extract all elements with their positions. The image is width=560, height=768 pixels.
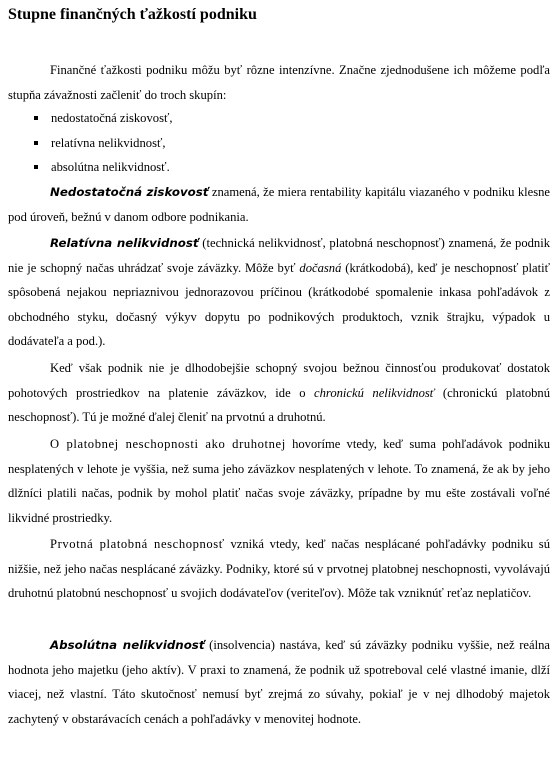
list-item: relatívna nelikvidnosť, — [0, 131, 560, 156]
bullet-square-icon — [34, 141, 38, 145]
paragraph-secondary-insolvency: O platobnej neschopnosti ako druhotnej hovoríme vtedy, keď suma pohľadávok podniku nesplatených v lehote je vyššia, než suma jeho záväzkov nesplatených v lehote. To znamená, že ak by jeho dlžníci platili načas, podnik by mohol platiť načas svoje záväzky, prípadne by mu ešte zostávali voľné likvidné prostriedky. — [8, 437, 550, 525]
intro-paragraph: Finančné ťažkosti podniku môžu byť rôzne intenzívne. Značne zjednodušene ich môžeme podľa stupňa závažnosti začleniť do troch skupín: — [8, 63, 550, 102]
bullet-list — [0, 106, 560, 180]
term-spaced: Prvotná platobná neschopnosť — [50, 537, 225, 551]
term-bold: Nedostatočná ziskovosť — [50, 185, 209, 199]
term-bold: Relatívna nelikvidnosť — [50, 236, 199, 250]
list-item: nedostatočná ziskovosť, — [0, 106, 560, 131]
paragraph-chronic-illiquidity: Keď však podnik nie je dlhodobejšie schopný svojou bežnou činnosťou produkovať dostatok pohotových prostriedkov na platenie záväzkov, ide o chronickú nelikvidnosť (chronickú platobnú neschopnosť). Tú je možné ďalej členiť na prvotnú a druhotnú. — [8, 361, 551, 425]
paragraph-primary-insolvency: Prvotná platobná neschopnosť vzniká vtedy, keď načas nesplácané pohľadávky podniku sú nižšie, než jeho načas nesplácané záväzky. Podniky, ktoré sú v prvotnej platobnej neschopnosti, vyvolávajú druhotnú platobnú neschopnosť u svojich dodávateľov (veriteľov). Môže tak vzniknúť reťaz neplatičov. — [8, 537, 550, 601]
list-item: absolútna nelikvidnosť. — [0, 155, 560, 180]
bullet-square-icon — [34, 116, 38, 120]
term-italic: chronickú nelikvidnosť — [314, 385, 435, 400]
paragraph-insufficient-profitability: Nedostatočná ziskovosť znamená, že miera rentability kapitálu viazaného v podniku klesne pod úroveň, bežnú v danom odbore podnikania. — [8, 185, 551, 224]
term-spaced: O platobnej neschopnosti ako druhotnej — [50, 437, 286, 451]
paragraph-relative-illiquidity: Relatívna nelikvidnosť (technická nelikvidnosť, platobná neschopnosť) znamená, že podnik nie je schopný načas uhrádzať svoje záväzky. Môže byť dočasná (krátkodobá), keď je neschopnosť platiť spôsobená nejakou nepriaznivou jednorazovou príčinou (krátkodobé spomalenie inkasa pohľadávok z obchodného styku, dočasný výkyv dopytu po podnikových produktoch, vznik štrajku, výpadok u dodávateľa a pod.). — [8, 236, 551, 349]
bullet-square-icon — [34, 165, 38, 169]
paragraph-absolute-illiquidity: Absolútna nelikvidnosť (insolvencia) nastáva, keď sú záväzky podniku vyššie, než reálna hodnota jeho majetku (jeho aktív). V praxi to znamená, že podnik už spotreboval celé vlastné imanie, dlží viacej, než vlastní. Táto skutočnosť nemusí byť zrejmá zo súvahy, pokiaľ je v nej dlhodobý majetok zachytený v obstarávacích cenách a pohľadávky v menovitej hodnote. — [8, 638, 550, 726]
page-title: Stupne finančných ťažkostí podniku — [8, 6, 257, 23]
term-bold: Absolútna nelikvidnosť — [50, 638, 205, 652]
term-italic: dočasná — [299, 260, 342, 275]
